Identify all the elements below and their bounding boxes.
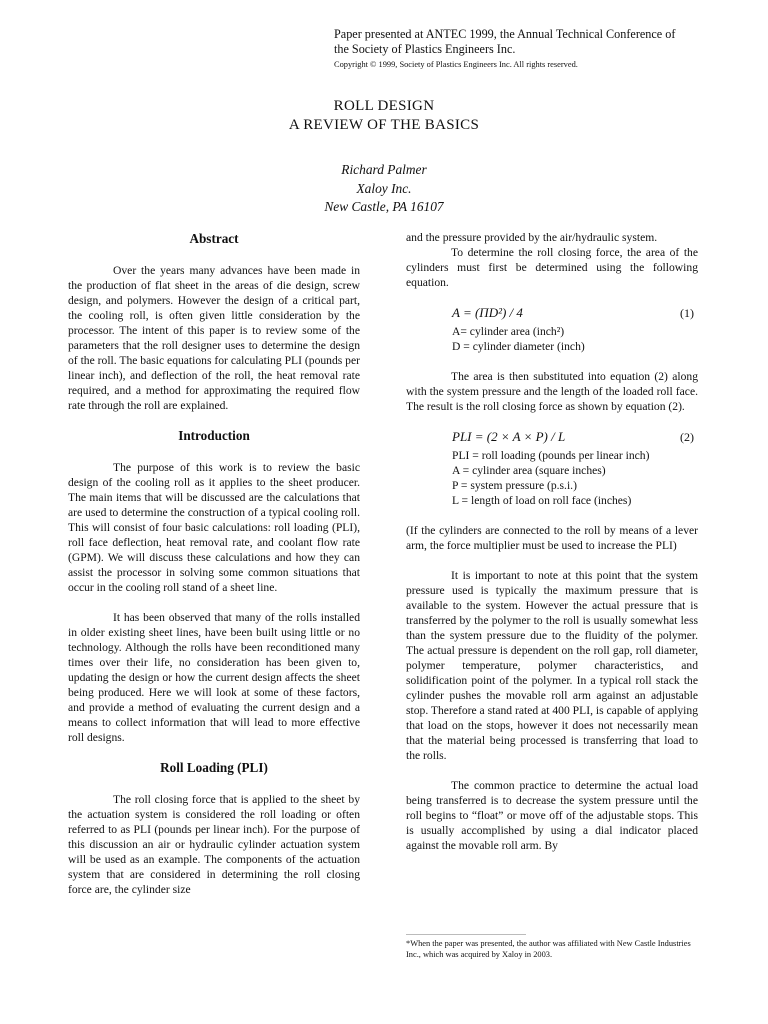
author-info	[0, 161, 768, 217]
conference-line-2: the Society of Plastics Engineers Inc.	[334, 42, 516, 56]
definition-line: P = system pressure (p.s.i.)	[452, 479, 577, 492]
author-company: Xaloy Inc.	[356, 180, 412, 196]
footnote-divider	[406, 934, 526, 935]
equation-1	[406, 302, 698, 324]
roll-loading-paragraph: The roll closing force that is applied to the sheet by the actuation system is considered the roll loading or often referred to as PLI (pounds per linear inch). For the purpose of this discussion an air or hydraulic cylinder actuation system will be used as an example. The components of the actuation system that are considered in determining the roll closing force are, the cylinder size	[68, 793, 360, 896]
footnote: *When the paper was presented, the author was affiliated with New Castle Industries Inc., which was acquired by Xaloy in 2003.	[406, 939, 691, 959]
continuation-text: and the pressure provided by the air/hydraulic system.	[406, 231, 658, 244]
abstract-heading: Abstract	[189, 231, 239, 246]
conference-note	[334, 27, 714, 70]
introduction-heading: Introduction	[178, 428, 250, 443]
author-location: New Castle, PA 16107	[324, 199, 444, 214]
common-practice-paragraph: The common practice to determine the actual load being transferred is to decrease the system pressure until the roll begins to “float” or move off of the adjustable stops. This is usually accomplished by using a dial indicator placed against the movable roll arm. By	[406, 779, 698, 852]
area-substitution-paragraph: The area is then substituted into equation (2) along with the system pressure and the length of the loaded roll face. The result is the roll closing force as shown by equation (2).	[406, 370, 698, 413]
copyright-notice: Copyright © 1999, Society of Plastics Engineers Inc. All rights reserved.	[334, 60, 578, 69]
definition-line: A= cylinder area (inch²)	[452, 325, 565, 338]
definition-line: A = cylinder area (square inches)	[452, 464, 606, 477]
definition-line: PLI = roll loading (pounds per linear inch)	[452, 449, 650, 462]
roll-loading-heading: Roll Loading (PLI)	[160, 760, 268, 775]
equation-2-expression: PLI = (2 × A × P) / L	[452, 429, 566, 444]
equation-2-number: (2)	[680, 430, 694, 444]
introduction-paragraph-1: The purpose of this work is to review the basic design of the cooling roll as it applies to the sheet producer. The main items that will be discussed are the calculations that are used to determine the construction of a typical cooling roll. This will consist of four basic calculations: roll loading (PLI), roll face deflection, heat removal rate, and coolant flow rate (GPM). We will discuss these calculations and how they can assist the processor in solving some common situations that occur in the cooling roll stand of a sheet line.	[68, 461, 360, 594]
area-intro-paragraph: To determine the roll closing force, the area of the cylinders must first be determined using the following equation.	[406, 246, 698, 289]
introduction-paragraph-2: It has been observed that many of the rolls installed in older existing sheet lines, have been built using little or no technology. Although the rolls have been reconditioned many times over their life, no consideration has been given to, updating the design or how the current design affects the sheet being produced. Here we will look at some of these factors, and provide a method of evaluating the current design and a means to collect information that will lead to more effective roll designs.	[68, 611, 360, 744]
definition-line: L = length of load on roll face (inches)	[452, 494, 632, 507]
title-line-1: ROLL DESIGN	[333, 98, 435, 114]
lever-arm-note: (If the cylinders are connected to the roll by means of a lever arm, the force multiplier must be used to increase the PLI)	[406, 524, 698, 552]
abstract-text: Over the years many advances have been made in the production of flat sheet in the areas of die design, screw design, and polymers. However the design of a critical part, the cooling roll, is often given little consideration by the processor. The intent of this paper is to review some of the parameters that the roll designer uses to determine the design of the roll. The basic equations for calculating PLI (pounds per linear inch), and deflection of the roll, the heat removal rate required, and a method for approximating the required flow rate through the roll are explained.	[68, 264, 360, 412]
equation-2	[406, 426, 698, 448]
right-column	[406, 230, 698, 853]
equation-2-definitions	[452, 448, 698, 508]
paper-title	[0, 97, 768, 135]
definition-line: D = cylinder diameter (inch)	[452, 340, 585, 353]
equation-1-definitions	[452, 324, 698, 354]
equation-1-expression: A = (ΠD²) / 4	[452, 305, 523, 320]
equation-1-number: (1)	[680, 306, 694, 320]
author-name: Richard Palmer	[341, 162, 427, 177]
left-column	[68, 230, 360, 897]
system-pressure-paragraph: It is important to note at this point that the system pressure used is typically the maximum pressure that is available to the system. However the actual pressure that is transferred by the polymer to the roll is usually somewhat less than the system pressure due to the fluidity of the polymer. The actual pressure is dependent on the roll gap, roll diameter, polymer temperature, polymer characteristics, and solidification point of the polymer. In a typical roll stack the cylinder pushes the movable roll arm against an adjustable stop. Therefore a stand rated at 400 PLI, is capable of applying that load on the stops, however it does not necessarily mean that the material being processed is transferring that load to the rolls.	[406, 569, 698, 762]
title-line-2: A REVIEW OF THE BASICS	[288, 117, 480, 133]
conference-line-1: Paper presented at ANTEC 1999, the Annual Technical Conference of	[334, 27, 676, 41]
